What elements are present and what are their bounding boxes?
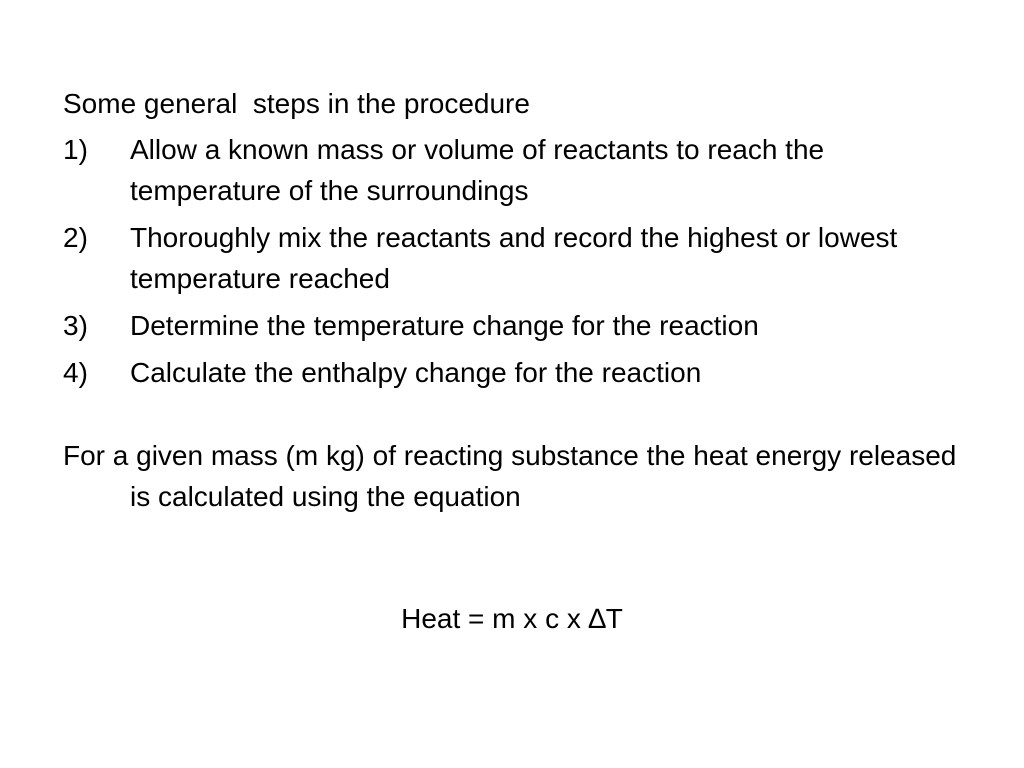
step-number: 2) xyxy=(63,222,88,253)
heat-equation: Heat = m x c x ∆T xyxy=(401,603,623,634)
step-text: Allow a known mass or volume of reactants to reach the temperature of the surroundings xyxy=(130,134,825,206)
steps-list xyxy=(63,129,973,393)
step-text: Determine the temperature change for the reaction xyxy=(130,310,759,341)
heat-energy-paragraph: For a given mass (m kg) of reacting substance the heat energy released is calculated using the equation xyxy=(63,440,957,512)
step-item xyxy=(63,352,973,393)
step-item xyxy=(63,305,973,346)
step-number: 1) xyxy=(63,134,88,165)
step-number: 3) xyxy=(63,310,88,341)
step-number: 4) xyxy=(63,357,88,388)
step-text: Calculate the enthalpy change for the reaction xyxy=(130,357,702,388)
step-item xyxy=(63,129,973,211)
intro-text: Some general steps in the procedure xyxy=(63,88,530,119)
step-text: Thoroughly mix the reactants and record the highest or lowest temperature reached xyxy=(130,222,898,294)
slide-content xyxy=(63,83,973,517)
step-item xyxy=(63,217,973,299)
